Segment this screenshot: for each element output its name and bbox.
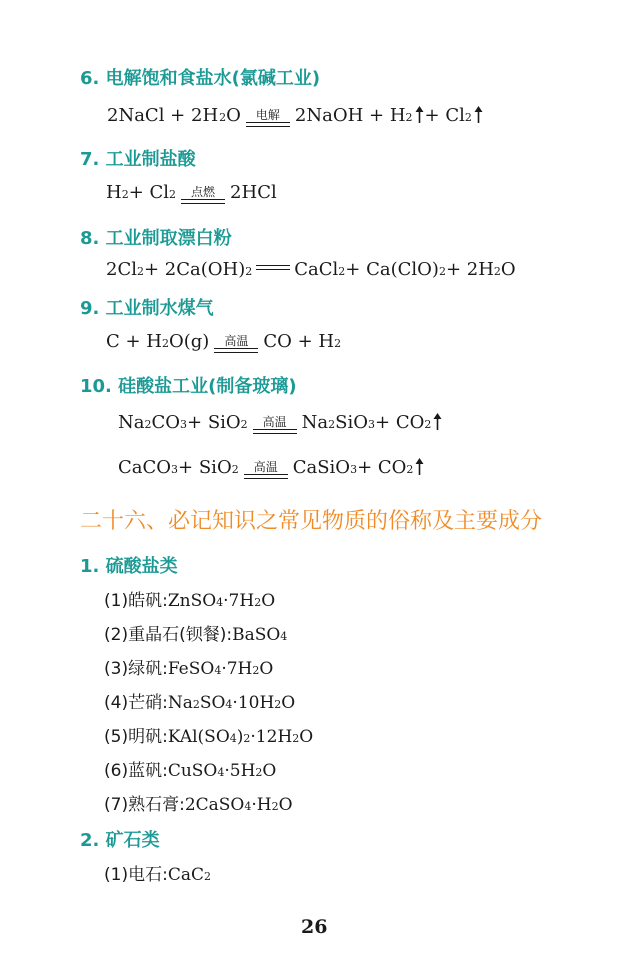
- gas-arrow-icon: [433, 411, 443, 433]
- formula-part: ·7H: [223, 591, 255, 611]
- eq7-lhs-a: H: [106, 182, 122, 203]
- eq10a-rhs-b: SiO: [335, 412, 369, 433]
- formula-part: O: [299, 727, 314, 747]
- equation-glass-sodium: Na 2 CO 3 + SiO 2 高温 Na 2 SiO 3 + CO 2: [118, 411, 443, 436]
- eq8-rhs-c: + 2H: [445, 259, 494, 280]
- list-item: (2)重晶石(钡餐): BaSO 4: [104, 620, 287, 645]
- formula-part: ZnSO: [167, 591, 217, 611]
- item-label: (2)重晶石(钡餐):: [104, 625, 233, 645]
- gas-arrow-icon: [415, 104, 425, 126]
- eq7-condition: [181, 186, 225, 204]
- section-title: 二十六、必记知识之常见物质的俗称及主要成分: [80, 509, 543, 534]
- eq10a-condition: [253, 416, 297, 434]
- eq7-lhs-b: + Cl: [128, 182, 170, 203]
- eq10b-lhs-b: + SiO: [178, 457, 232, 478]
- list-item: (1)电石: CaC 2: [104, 860, 211, 885]
- eq10a-condition-text: 高温: [262, 415, 287, 429]
- formula-part: CaC: [167, 865, 204, 885]
- formula-part: O: [281, 693, 296, 713]
- eq10a-lhs-c: + SiO: [187, 412, 241, 433]
- list-item: (4)芒硝: Na 2 SO 4 ·10H 2 O: [104, 688, 295, 713]
- formula-part: KAl(SO: [167, 727, 230, 747]
- eq9-lhs-a: C + H: [106, 331, 162, 352]
- formula-part: O: [262, 761, 277, 781]
- equation-water-gas: C + H 2 O(g) 高温 CO + H 2: [106, 331, 342, 352]
- eq6-lhs-b: O: [226, 105, 241, 126]
- eq8-rhs-b: + Ca(ClO): [345, 259, 439, 280]
- subheading-minerals: 2. 矿石类: [80, 830, 160, 851]
- subheading-sulfates: 1. 硫酸盐类: [80, 556, 178, 577]
- eq10b-condition: [244, 461, 288, 479]
- heading-10: 10. 硅酸盐工业(制备玻璃): [80, 376, 297, 397]
- eq10a-rhs-a: Na: [301, 412, 329, 433]
- eq10a-lhs-b: CO: [151, 412, 181, 433]
- eq10b-rhs-a: CaSiO: [292, 457, 351, 478]
- item-label: (7)熟石膏:: [104, 795, 185, 815]
- eq8-lhs-a: 2Cl: [106, 259, 137, 280]
- formula-part: ·7H: [221, 659, 253, 679]
- formula-part: ): [236, 727, 244, 747]
- formula-part: O: [259, 659, 274, 679]
- equation-bleaching-powder: 2Cl 2 + 2Ca(OH) 2 CaCl 2 + Ca(ClO) 2 + 2H 2 O: [106, 259, 516, 280]
- eq10b-condition-text: 高温: [253, 460, 278, 474]
- heading-7: 7. 工业制盐酸: [80, 149, 196, 170]
- formula-part: 2CaSO: [184, 795, 245, 815]
- formula-part: Na: [167, 693, 193, 713]
- list-item: (6)蓝矾: CuSO 4 ·5H 2 O: [104, 756, 276, 781]
- equation-electrolysis-brine: 2NaCl + 2H 2 O 电解 2NaOH + H 2 + Cl 2: [106, 104, 484, 129]
- formula-part: ·H: [251, 795, 272, 815]
- eq8-rhs-a: CaCl: [294, 259, 339, 280]
- eq8-lhs-b: + 2Ca(OH): [143, 259, 246, 280]
- eq7-rhs: 2HCl: [230, 182, 277, 203]
- item-label: (1)皓矾:: [104, 591, 168, 611]
- equation-hydrochloric-acid: H 2 + Cl 2 点燃 2HCl: [106, 182, 277, 203]
- eq9-condition: [214, 335, 258, 353]
- heading-6: 6. 电解饱和食盐水(氯碱工业): [80, 68, 321, 89]
- formula-part: O: [278, 795, 293, 815]
- formula-part: CuSO: [167, 761, 218, 781]
- eq6-rhs-b: + Cl: [424, 105, 465, 126]
- item-label: (6)蓝矾:: [104, 761, 168, 781]
- eq10b-lhs-a: CaCO: [118, 457, 172, 478]
- item-label: (3)绿矾:: [104, 659, 168, 679]
- eq8-rhs-d: O: [500, 259, 516, 280]
- formula-part: ·12H: [250, 727, 293, 747]
- eq6-rhs-a: 2NaOH + H: [294, 105, 406, 126]
- eq6-condition-text: 电解: [255, 108, 280, 122]
- eq8-equals-sign: [256, 265, 290, 270]
- heading-9: 9. 工业制水煤气: [80, 298, 214, 319]
- eq10b-rhs-b: + CO: [357, 457, 407, 478]
- item-label: (1)电石:: [104, 865, 168, 885]
- formula-part: ·5H: [224, 761, 256, 781]
- equation-glass-calcium: CaCO 3 + SiO 2 高温 CaSiO 3 + CO 2: [118, 456, 425, 481]
- formula-part: ·10H: [232, 693, 275, 713]
- heading-8: 8. 工业制取漂白粉: [80, 228, 232, 249]
- eq9-rhs-a: CO + H: [263, 331, 335, 352]
- gas-arrow-icon: [474, 104, 484, 126]
- page-number: 26: [301, 916, 328, 938]
- eq9-condition-text: 高温: [224, 334, 249, 348]
- list-item: (7)熟石膏: 2CaSO 4 ·H 2 O: [104, 790, 293, 815]
- formula-part: SO: [199, 693, 226, 713]
- eq9-lhs-b: O(g): [169, 331, 210, 352]
- eq6-lhs-a: 2NaCl + 2H: [107, 105, 219, 126]
- eq10a-rhs-c: + CO: [375, 412, 425, 433]
- eq6-condition: [246, 109, 290, 127]
- list-item: (5)明矾: KAl(SO 4 ) 2 ·12H 2 O: [104, 722, 313, 747]
- formula-part: O: [261, 591, 276, 611]
- gas-arrow-icon: [415, 456, 425, 478]
- formula-part: FeSO: [167, 659, 215, 679]
- eq10a-lhs-a: Na: [118, 412, 145, 433]
- formula-part: BaSO: [232, 625, 281, 645]
- item-label: (4)芒硝:: [104, 693, 168, 713]
- list-item: (1)皓矾: ZnSO 4 ·7H 2 O: [104, 586, 275, 611]
- item-label: (5)明矾:: [104, 727, 168, 747]
- eq7-condition-text: 点燃: [191, 185, 216, 199]
- list-item: (3)绿矾: FeSO 4 ·7H 2 O: [104, 654, 273, 679]
